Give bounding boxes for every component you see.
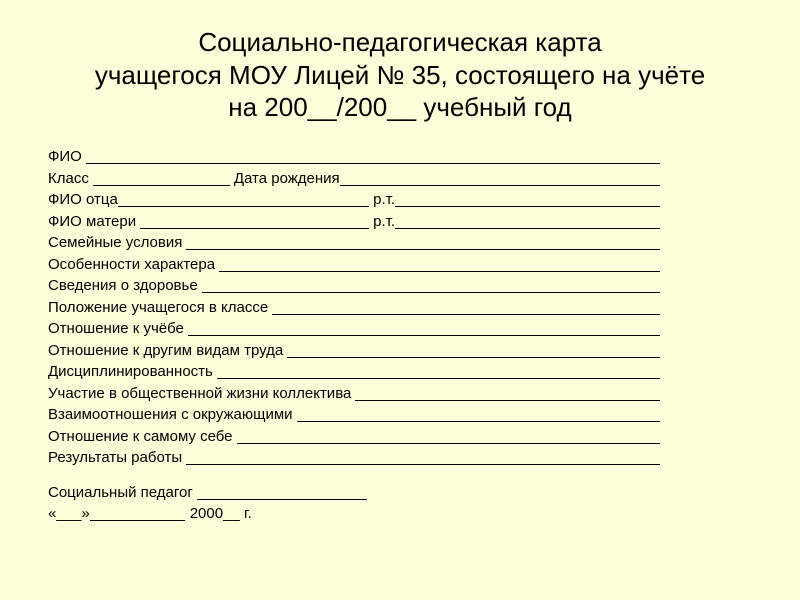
form [48, 146, 660, 525]
field-row-self-attitude [48, 426, 660, 448]
field-label: р.т. [373, 212, 395, 230]
field-label: Участие в общественной жизни коллектива [48, 384, 352, 402]
blank-line [395, 211, 660, 229]
title-line-3: на 200__/200__ учебный год [228, 92, 572, 122]
field-label: Отношение к другим видам труда [48, 341, 284, 359]
field-row-discipline [48, 361, 660, 383]
blank-line [118, 189, 369, 207]
field-label: ФИО матери [48, 212, 137, 230]
field-label: Взаимоотношения с окружающими [48, 406, 293, 423]
field-label: Семейные условия [48, 234, 183, 251]
blank-line [93, 168, 230, 186]
field-label: р.т. [373, 191, 395, 208]
field-label: Положение учащегося в классе [48, 298, 269, 316]
blank-line [219, 254, 660, 272]
field-row-relationships [48, 404, 660, 426]
blank-line [86, 146, 660, 164]
spacer [48, 469, 660, 482]
field-row-collective-life [48, 383, 660, 405]
field-label: Особенности характера [48, 255, 216, 273]
field-row-study-attitude [48, 318, 660, 340]
blank-line [202, 275, 660, 293]
field-row-health [48, 275, 660, 297]
field-label: Отношение к самому себе [48, 427, 233, 445]
blank-line [90, 503, 185, 521]
field-label: ФИО отца [48, 191, 118, 208]
field-label: ФИО [48, 148, 82, 165]
blank-line [297, 404, 660, 422]
field-row-class-birthdate [48, 168, 660, 190]
field-row-father [48, 189, 660, 211]
date-year: 2000__ г. [189, 505, 252, 522]
title-line-2: учащегося МОУ Лицей № 35, состоящего на учёте [94, 59, 706, 90]
blank-line [287, 340, 660, 358]
blank-line [186, 232, 660, 250]
blank-line [395, 189, 660, 207]
signature-row [48, 482, 660, 504]
date-prefix: «___» [48, 505, 90, 522]
field-row-mother [48, 211, 660, 233]
date-row [48, 503, 660, 525]
field-row-fio [48, 146, 660, 168]
field-row-family-conditions [48, 232, 660, 254]
blank-line [188, 318, 660, 336]
field-row-labor-attitude [48, 340, 660, 362]
field-label: Дисциплинированность [48, 363, 213, 380]
field-row-class-position [48, 297, 660, 319]
blank-line [186, 447, 660, 465]
field-label: Отношение к учёбе [48, 320, 184, 337]
slide-title [0, 0, 800, 124]
blank-line [140, 211, 369, 229]
blank-line [355, 383, 660, 401]
blank-line [340, 168, 660, 186]
field-row-work-results [48, 447, 660, 469]
blank-line [272, 297, 660, 315]
blank-line [197, 482, 367, 500]
field-label: Класс [48, 169, 89, 187]
title-line-1: Социально-педагогическая карта [198, 27, 602, 57]
field-label: Дата рождения [233, 169, 340, 187]
field-label: Результаты работы [48, 449, 183, 466]
signature-label: Социальный педагог [48, 483, 193, 501]
blank-line [237, 426, 660, 444]
field-label: Сведения о здоровье [48, 277, 198, 294]
field-row-character [48, 254, 660, 276]
blank-line [217, 361, 660, 379]
